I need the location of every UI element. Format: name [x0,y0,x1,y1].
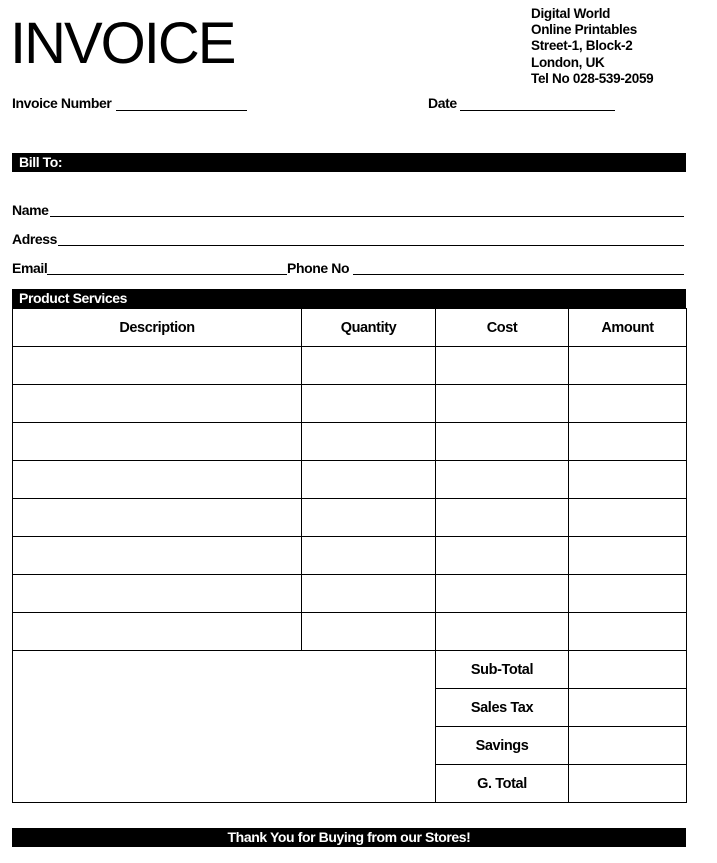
column-header-description: Description [13,309,302,347]
cost-cell[interactable] [436,499,569,537]
cost-cell[interactable] [436,423,569,461]
company-phone: Tel No 028-539-2059 [531,70,654,86]
bill-to-header-label: Bill To: [19,154,63,170]
cost-cell[interactable] [436,347,569,385]
footer-bar [12,828,686,847]
savings-label: Savings [436,727,569,765]
grand-total-value[interactable] [569,765,687,803]
invoice-number-label: Invoice Number [12,95,112,111]
quantity-cell[interactable] [302,385,436,423]
date-field[interactable] [460,110,615,111]
table-header-row [13,309,687,347]
quantity-cell[interactable] [302,537,436,575]
sales-tax-label: Sales Tax [436,689,569,727]
company-info [531,6,653,87]
date-label: Date [428,95,457,111]
cost-cell[interactable] [436,537,569,575]
savings-value[interactable] [569,727,687,765]
amount-cell[interactable] [569,461,687,499]
amount-cell[interactable] [569,537,687,575]
table-row [13,575,687,613]
table-row [13,499,687,537]
cost-cell[interactable] [436,575,569,613]
table-row [13,613,687,651]
column-header-quantity: Quantity [302,309,436,347]
description-cell[interactable] [13,347,302,385]
table-row [13,423,687,461]
table-row [13,537,687,575]
description-cell[interactable] [13,575,302,613]
description-cell[interactable] [13,613,302,651]
cost-cell[interactable] [436,613,569,651]
table-row [13,461,687,499]
items-table [12,308,687,803]
subtotal-label: Sub-Total [436,651,569,689]
company-city: London, UK [531,54,605,70]
quantity-cell[interactable] [302,423,436,461]
description-cell[interactable] [13,385,302,423]
bill-to-header [12,153,686,172]
name-field[interactable] [50,216,684,217]
column-header-amount: Amount [569,309,687,347]
amount-cell[interactable] [569,575,687,613]
phone-label: Phone No [287,260,350,276]
description-cell[interactable] [13,423,302,461]
amount-cell[interactable] [569,423,687,461]
table-row [13,347,687,385]
amount-cell[interactable] [569,347,687,385]
column-header-cost: Cost [436,309,569,347]
product-services-header-label: Product Services [19,290,127,306]
company-name: Digital World [531,6,611,21]
amount-cell[interactable] [569,385,687,423]
cost-cell[interactable] [436,461,569,499]
footer-message: Thank You for Buying from our Stores! [227,829,471,845]
notes-area[interactable] [13,651,436,803]
email-label: Email [12,260,48,276]
amount-cell[interactable] [569,613,687,651]
invoice-title: INVOICE [10,11,235,76]
name-label: Name [12,202,49,218]
email-field[interactable] [47,274,287,275]
quantity-cell[interactable] [302,461,436,499]
cost-cell[interactable] [436,385,569,423]
quantity-cell[interactable] [302,499,436,537]
company-street: Street-1, Block-2 [531,38,633,54]
address-field[interactable] [58,245,684,246]
invoice-number-field[interactable] [116,110,247,111]
subtotal-value[interactable] [569,651,687,689]
description-cell[interactable] [13,499,302,537]
quantity-cell[interactable] [302,575,436,613]
product-services-header [12,289,686,308]
grand-total-label: G. Total [436,765,569,803]
quantity-cell[interactable] [302,613,436,651]
company-tagline: Online Printables [531,22,637,38]
summary-row-subtotal [13,651,687,689]
table-row [13,385,687,423]
quantity-cell[interactable] [302,347,436,385]
sales-tax-value[interactable] [569,689,687,727]
amount-cell[interactable] [569,499,687,537]
phone-field[interactable] [353,274,684,275]
description-cell[interactable] [13,537,302,575]
description-cell[interactable] [13,461,302,499]
address-label: Adress [12,231,58,247]
